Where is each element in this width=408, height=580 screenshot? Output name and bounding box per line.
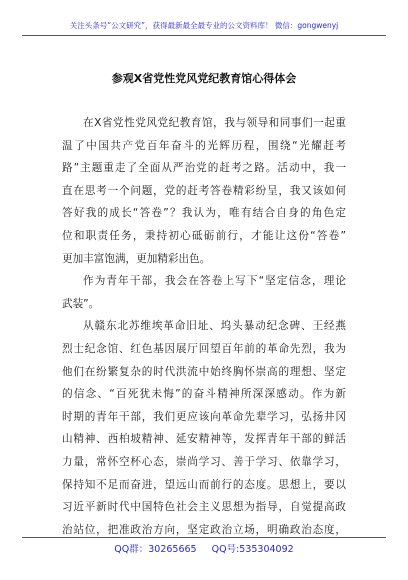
text-line: 作为青年干部，我会在答卷上写下“坚定信念，理论 [83,275,346,288]
paragraph-1 [62,112,346,270]
text-line: 从赣东北苏维埃革命旧址、坞头暴动纪念碑、王经燕 [83,320,346,333]
document-title: 参观X省党性党风党纪教育馆心得体会 [111,72,297,85]
text-line: 在X省党性党风党纪教育馆，我与领导和同事们一起重 [83,117,346,129]
text-line: 直在思考一个问题，党的赶考答卷精彩纷呈，我又该如何 [62,184,346,197]
text-line: 位和职责任务，秉持初心砥砺前行，才能让这份“答卷” [62,229,346,242]
text-line: 武装”。 [62,297,100,310]
paragraph-2 [62,270,346,315]
text-line: 习近平新时代中国特色社会主义思想为指导，自觉提高政 [62,501,346,514]
text-line: 更加丰富饱满，更加精彩出色。 [62,252,211,265]
text-line: 力量，常怀空杯心态，崇尚学习、善于学习、依靠学习， [62,455,346,468]
text-line: 温了中国共产党百年奋斗的光辉历程，围绕“光耀赶考 [62,139,346,152]
paragraph-3 [62,315,346,541]
footer-qq-number: QQ号:535304092 [211,544,294,555]
header-promo-note: 关注头条号“公文研究”，获得最新最全最专业的公文资料库！ 微信：gongwenyj [69,21,339,30]
header-divider [22,35,386,36]
text-line: 路”主题重走了全面从严治党的赶考之路。活动中，我一 [62,162,346,175]
text-line: 烈士纪念馆、红色基因展厅回望百年前的革命先烈，我为 [62,342,346,355]
document-body [62,112,346,541]
footer-contact [0,541,408,555]
text-line: 治站位，把准政治方向，坚定政治立场，明确政治态度， [62,523,346,536]
text-line: 山精神、西柏坡精神、延安精神等，发挥青年干部的鲜活 [62,433,346,446]
text-line: 答好我的成长“答卷”？我认为，唯有结合自身的角色定 [62,207,346,220]
text-line: 保持知不足而奋进，望远山而前行的态度。思想上，要以 [62,478,346,491]
footer-qq-group: QQ群：30265665 [114,544,197,555]
text-line: 时期的青年干部，我们更应该向革命先辈学习，弘扬井冈 [62,410,346,423]
footer-divider [22,537,386,538]
text-line: 他们在纷繁复杂的时代洪流中始终胸怀崇高的理想、坚定 [62,365,346,378]
text-line: 的信念、“百死犹未悔”的奋斗精神所深深感动。作为新 [62,388,346,401]
